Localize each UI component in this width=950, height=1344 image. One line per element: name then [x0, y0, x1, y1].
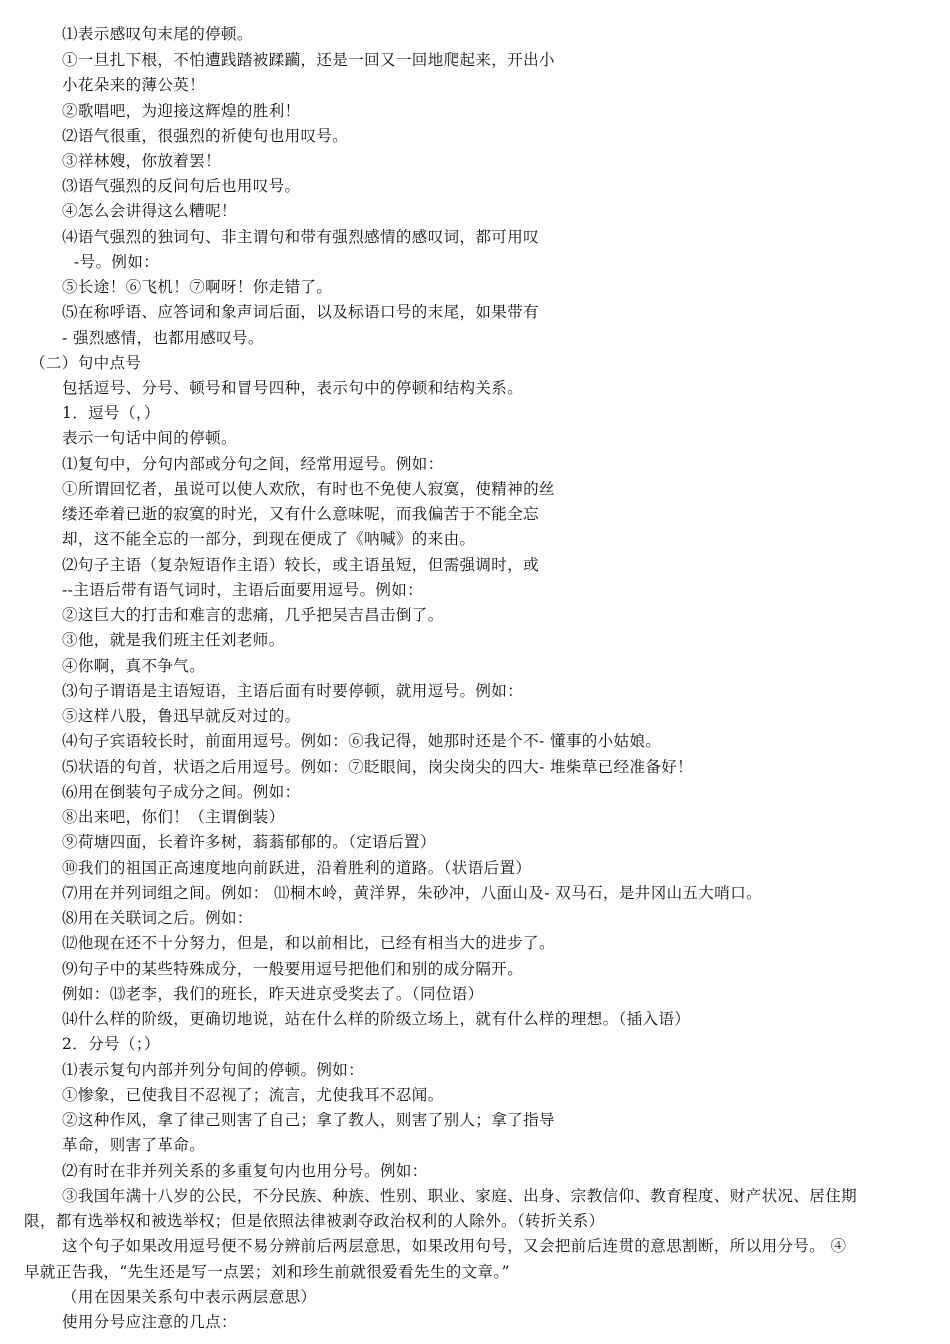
text-line: ⑴复句中，分句内部或分句之间，经常用逗号。例如：: [62, 455, 444, 473]
text-line: ⑸在称呼语、应答词和象声词后面，以及标语口号的末尾，如果带有: [62, 303, 540, 321]
text-line: ⑺用在并列词组之间。例如： ⑾桐木岭，黄洋界，朱砂冲，八面山及- 双马石，是井冈山五大哨口。: [62, 884, 762, 902]
text-line: --主语后带有语气词时，主语后面要用逗号。例如：: [62, 581, 424, 599]
text-line: ⑷句子宾语较长时，前面用逗号。例如：⑥我记得，她那时还是个不- 懂事的小姑娘。: [62, 732, 662, 750]
text-line: ⑤长途！⑥飞机！⑦啊呀！你走错了。: [62, 278, 333, 296]
text-line: 小花朵来的薄公英！: [62, 76, 206, 94]
text-line: ⑼句子中的某些特殊成分，一般要用逗号把他们和别的成分隔开。: [62, 960, 524, 978]
text-line: 革命，则害了革命。: [62, 1136, 206, 1154]
text-line: ①一旦扎下根，不怕遭践踏被蹂躏，还是一回又一回地爬起来，开出小: [62, 51, 555, 69]
text-line: ①惨象，已使我目不忍视了；流言，尤使我耳不忍闻。: [62, 1086, 444, 1104]
text-line: ③他，就是我们班主任刘老师。: [62, 631, 285, 649]
text-line: -号。例如：: [74, 253, 160, 271]
text-line: ②歌唱吧，为迎接这辉煌的胜利！: [62, 102, 301, 120]
subsection-heading: 1．逗号（，）: [62, 404, 160, 422]
text-line: ⑴表示复句内部并列分句间的停顿。例如：: [62, 1061, 365, 1079]
text-line: ③我国年满十八岁的公民，不分民族、种族、性别、职业、家庭、出身、宗教信仰、教育程度、财产状况、居住期: [62, 1187, 858, 1205]
text-line: ⑵句子主语（复杂短语作主语）较长，或主语虽短，但需强调时，或: [62, 556, 540, 574]
text-line: ⑴表示感叹句末尾的停顿。: [62, 25, 253, 43]
text-line: ⑵语气很重，很强烈的祈使句也用叹号。: [62, 127, 349, 145]
text-line: 限，都有选举权和被选举权；但是依照法律被剥夺政治权利的人除外。（转折关系）: [24, 1212, 605, 1230]
text-line: ⑵有时在非并列关系的多重复句内也用分号。例如：: [62, 1162, 428, 1180]
text-line: 这个句子如果改用逗号便不易分辨前后两层意思，如果改用句号，又会把前后连贯的意思割断，所以用分号。 ④: [62, 1237, 847, 1255]
text-line: 例如：⒀老李，我们的班长，昨天进京受奖去了。（同位语）: [62, 985, 484, 1003]
text-line: ⑤这样八股，鲁迅早就反对过的。: [62, 707, 301, 725]
text-line: ④你啊，真不争气。: [62, 657, 206, 675]
text-line: ②这种作风，拿了律己则害了自己；拿了教人，则害了别人；拿了指导: [62, 1111, 555, 1129]
text-line: - 强烈感情，也都用感叹号。: [62, 329, 264, 347]
text-line: ②这巨大的打击和难言的悲痛，几乎把吴吉昌击倒了。: [62, 606, 444, 624]
text-line: 表示一句话中间的停顿。: [62, 429, 237, 447]
text-line: ⑿他现在还不十分努力，但是，和以前相比，已经有相当大的进步了。: [62, 934, 555, 952]
text-line: ⑶语气强烈的反问句后也用叹号。: [62, 177, 301, 195]
section-heading: （二）句中点号: [30, 354, 142, 372]
text-line: ⑶句子谓语是主语短语，主语后面有时要停顿，就用逗号。例如：: [62, 682, 524, 700]
subsection-heading: 2．分号（；）: [62, 1035, 160, 1053]
text-line: （用在因果关系句中表示两层意思）: [62, 1288, 317, 1306]
text-line: ⑷语气强烈的独词句、非主谓句和带有强烈感情的感叹词，都可用叹: [62, 228, 540, 246]
text-line: ⑻用在关联词之后。例如：: [62, 909, 253, 927]
text-line: 缕还牵着已逝的寂寞的时光，又有什么意味呢，而我偏苦于不能全忘: [62, 505, 540, 523]
text-line: ⑸状语的句首，状语之后用逗号。例如：⑦眨眼间，岗尖岗尖的四大- 堆柴草已经准备好！: [62, 758, 694, 776]
text-line: ①所谓回忆者，虽说可以使人欢欣，有时也不免使人寂寞，使精神的丝: [62, 480, 555, 498]
text-line: ⑹用在倒装句子成分之间。例如：: [62, 783, 301, 801]
text-line: 包括逗号、分号、顿号和冒号四种，表示句中的停顿和结构关系。: [62, 379, 524, 397]
text-line: ⑧出来吧，你们！（主谓倒装）: [62, 808, 285, 826]
text-line: ③祥林嫂，你放着罢！: [62, 152, 222, 170]
text-line: 却，这不能全忘的一部分，到现在便成了《呐喊》的来由。: [62, 530, 476, 548]
text-line: ④怎么会讲得这么糟呢！: [62, 202, 237, 220]
text-line: ⑩我们的祖国正高速度地向前跃进，沿着胜利的道路。（状语后置）: [62, 859, 532, 877]
text-line: 早就正告我，“先生还是写一点罢；刘和珍生前就很爱看先生的文章。”: [24, 1263, 510, 1281]
text-line: 使用分号应注意的几点：: [62, 1313, 237, 1331]
text-line: ⑨荷塘四面，长着许多树，蓊蓊郁郁的。（定语后置）: [62, 833, 436, 851]
text-line: ⒁什么样的阶级，更确切地说，站在什么样的阶级立场上，就有什么样的理想。（插入语）: [62, 1010, 691, 1028]
